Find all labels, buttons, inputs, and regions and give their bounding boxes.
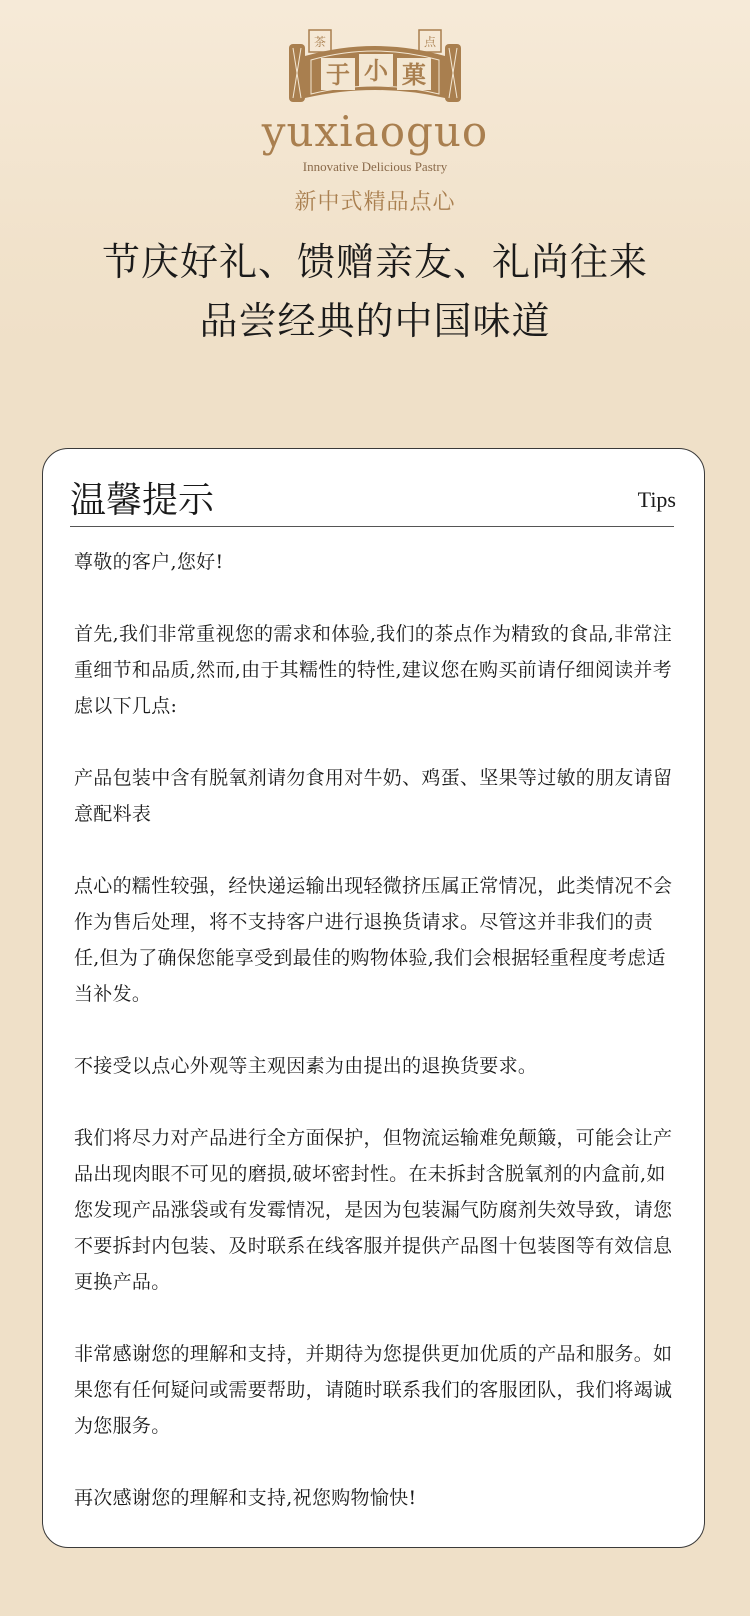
brand-name: yuxiaoguo — [261, 107, 489, 156]
logo-right-mark: 点 — [423, 35, 437, 49]
notice-paragraph: 首先,我们非常重视您的需求和体验,我们的茶点作为精致的食品,非常注重细节和品质,然而,由于其糯性的特性,建议您在购买前请仔细阅读并考虑以下几点: — [74, 623, 673, 717]
header-banner — [0, 0, 750, 350]
brand-tagline: Innovative Delicious Pastry — [302, 159, 448, 174]
logo-char-1: 于 — [326, 60, 350, 89]
slogan-line-2: 品尝经典的中国味道 — [199, 299, 551, 343]
title-divider — [70, 526, 674, 527]
notice-closing: 再次感谢您的理解和支持,祝您购物愉快! — [74, 1487, 417, 1509]
logo-char-2: 小 — [364, 56, 388, 85]
notice-card — [42, 448, 705, 1548]
notice-paragraph: 产品包装中含有脱氧剂请勿食用对牛奶、鸡蛋、坚果等过敏的朋友请留意配料表 — [74, 767, 673, 825]
slogan-line-1: 节庆好礼、馈赠亲友、礼尚往来 — [101, 240, 648, 284]
notice-paragraph: 我们将尽力对产品进行全方面保护，但物流运输难免颠簸，可能会让产品出现肉眼不可见的磨损,破坏密封性。在未拆封含脱氧剂的内盒前,如您发现产品涨袋或有发霉情况，是因为包装漏气防腐剂失效导致，请您不要拆封内包装、及时联系在线客服并提供产品图十包装图等有效信息更换产品。 — [74, 1127, 673, 1293]
notice-title: 温馨提示 — [70, 480, 215, 521]
notice-paragraph: 不接受以点心外观等主观因素为由提出的退换货要求。 — [74, 1055, 538, 1077]
notice-paragraph: 非常感谢您的理解和支持，并期待为您提供更加优质的产品和服务。如果您有任何疑问或需要帮助，请随时联系我们的客服团队，我们将竭诚为您服务。 — [74, 1343, 673, 1437]
notice-greeting: 尊敬的客户,您好! — [74, 551, 224, 573]
logo-left-mark: 茶 — [313, 35, 327, 49]
logo-char-3: 菓 — [402, 60, 426, 89]
brand-subtitle: 新中式精品点心 — [294, 190, 456, 215]
brand-logo — [287, 26, 463, 108]
notice-paragraph: 点心的糯性较强，经快递运输出现轻微挤压属正常情况，此类情况不会作为售后处理，将不支持客户进行退换货请求。尽管这并非我们的责任,但为了确保您能享受到最佳的购物体验,我们会根据轻重程度考虑适当补发。 — [74, 875, 673, 1005]
notice-tips-label: Tips — [637, 487, 676, 512]
notice-body — [74, 544, 678, 1516]
